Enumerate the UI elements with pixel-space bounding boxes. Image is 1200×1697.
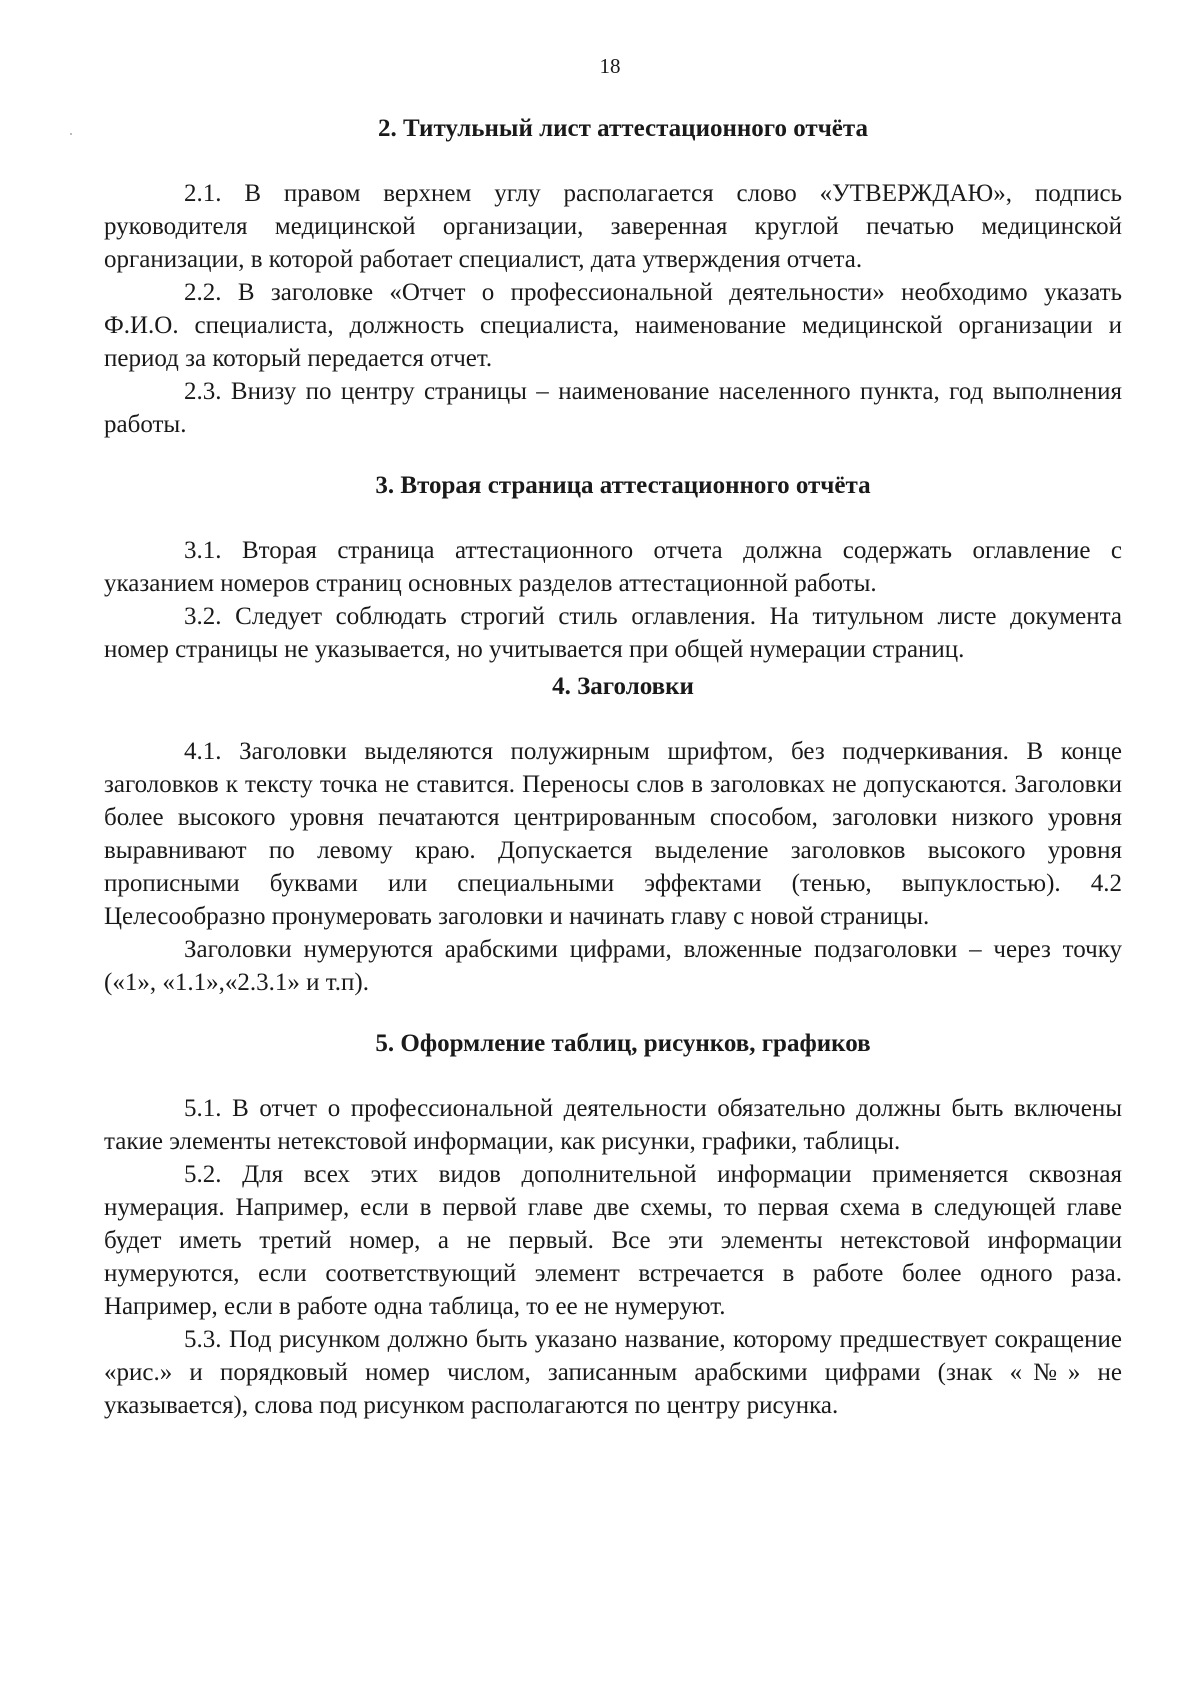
paragraph: 3.2. Следует соблюдать строгий стиль оглавления. На титульном листе документа номер страницы не указывается, но учитывается при общей нумерации страниц. [104,603,1122,663]
paragraph: 2.3. Внизу по центру страницы – наименование населенного пункта, год выполнения работы. [104,378,1122,438]
section-heading: 3. Вторая страница аттестационного отчёта [375,472,871,499]
section-heading: 4. Заголовки [552,673,694,700]
section-second-page [104,469,1122,666]
paragraph: 5.3. Под рисунком должно быть указано название, которому предшествует сокращение «рис.» и порядковый номер числом, записанным арабскими цифрами (знак «№» не указывается), слова под рисунком располагаются по центру рисунка. [104,1326,1122,1419]
section-heading: 5. Оформление таблиц, рисунков, графиков [375,1030,871,1057]
section-heading: 2. Титульный лист аттестационного отчёта [378,115,868,142]
paragraph: 5.2. Для всех этих видов дополнительной информации применяется сквозная нумерация. Например, если в первой главе две схемы, то первая схема в следующей главе будет иметь третий номер, а не первый. Все эти элементы нетекстовой информации нумеруются, если соответствующий элемент встречается в работе более одного раза. Например, если в работе одна таблица, то ее не нумеруют. [104,1161,1122,1320]
section-title-page [104,112,1122,441]
paragraph: 2.1. В правом верхнем углу располагается слово «УТВЕРЖДАЮ», подпись руководителя медицинской организации, заверенная круглой печатью медицинской организации, в которой работает специалист, дата утверждения отчета. [104,180,1122,273]
section-headings [104,670,1122,999]
paragraph: 4.1. Заголовки выделяются полужирным шрифтом, без подчеркивания. В конце заголовков к тексту точка не ставится. Переносы слов в заголовках не допускаются. Заголовки более высокого уровня печатаются центрированным способом, заголовки низкого уровня выравнивают по левому краю. Допускается выделение заголовков высокого уровня прописными буквами или специальными эффектами (тенью, выпуклостью). 4.2 Целесообразно пронумеровать заголовки и начинать главу с новой страницы. [104,738,1122,930]
paragraph: Заголовки нумеруются арабскими цифрами, вложенные подзаголовки – через точку («1», «1.1»,«2.3.1» и т.п). [104,936,1122,996]
document-body [104,112,1122,1450]
scan-speck [70,133,72,135]
paragraph: 2.2. В заголовке «Отчет о профессиональной деятельности» необходимо указать Ф.И.О. специалиста, должность специалиста, наименование медицинской организации и период за который передается отчет. [104,279,1122,372]
section-tables-figures [104,1027,1122,1422]
paragraph: 3.1. Вторая страница аттестационного отчета должна содержать оглавление с указанием номеров страниц основных разделов аттестационной работы. [104,537,1122,597]
paragraph: 5.1. В отчет о профессиональной деятельности обязательно должны быть включены такие элементы нетекстовой информации, как рисунки, графики, таблицы. [104,1095,1122,1155]
page-number: 18 [599,54,621,78]
